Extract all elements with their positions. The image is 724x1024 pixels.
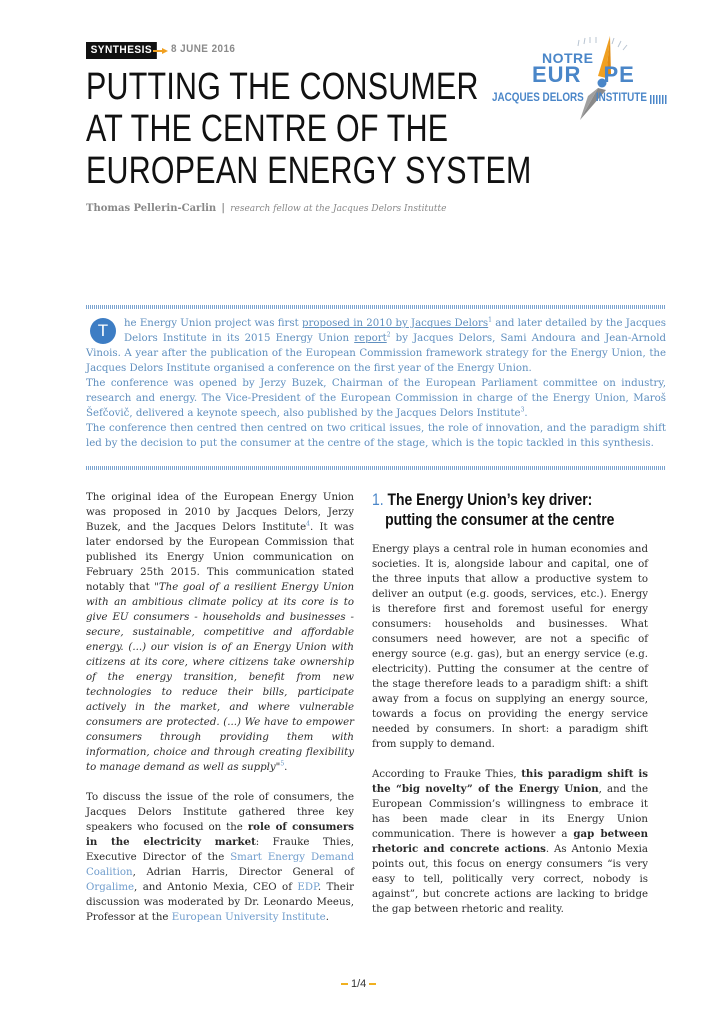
footnote-ref-4[interactable]: 4: [306, 520, 310, 528]
intro-text: The conference was opened by Jerzy Buzek, Chairman of the European Parliament committee on industry, research and energy. The Vice-President of the European Commission in charge of the Energy Union, Maroš Šefčovič, delivered a keynote speech, also published by the Jacques Delors Institute: [86, 378, 666, 419]
emphasis-text: gap between rhetoric and concrete actions: [372, 828, 648, 855]
logo-text-institute: [492, 92, 647, 104]
body-text: To discuss the issue of the role of consumers, the Jacques Delors Institute gathered three key speakers who focused on the: [86, 792, 354, 833]
divider-top: [86, 305, 666, 309]
footnote-ref-1[interactable]: 1: [488, 316, 492, 324]
intro-summary: [86, 316, 666, 451]
page-footer: [338, 978, 379, 990]
title-line-3: EUROPEAN ENERGY SYSTEM: [86, 150, 532, 192]
body-text: , and the European Commission’s willingness to embrace it has been made clear in its Energy Union communication. There is however a: [372, 784, 648, 840]
right-column: [372, 490, 648, 932]
intro-text: he Energy Union project was first: [124, 318, 302, 329]
footnote-ref-3[interactable]: 3: [520, 406, 525, 414]
section-title-line-1: The Energy Union’s key driver:: [387, 490, 593, 509]
intro-paragraph-1: [86, 316, 666, 376]
notre-europe-logo: [492, 34, 672, 124]
link-orgalime[interactable]: Orgalime: [86, 882, 135, 893]
author-name: Thomas Pellerin-Carlin: [86, 203, 217, 214]
body-text: .: [325, 912, 329, 923]
body-text: . It was later endorsed by the European Commission that published its Energy Union communication on February 25th 2015. This communication stated notably that: [86, 522, 354, 593]
author-role: research fellow at the Jacques Delors Institutte: [230, 204, 447, 214]
body-text: .: [284, 762, 288, 773]
logo-text-europe: [532, 62, 635, 88]
intro-text: and later detailed by the Jacques Delors Institute in its 2015 Energy Union: [124, 318, 666, 344]
body-text: : Frauke Thies, Executive Director of the: [86, 837, 354, 863]
commission-quote: "The goal of a resilient Energy Union with an ambitious climate policy at its core is to give EU consumers - households and businesses - secure, sustainable, competitive and affordable energy. (...) our vision is of an Energy Union with citizens at its core, where citizens take ownership of the energy transition, benefit from new technologies to reduce their bills, participate actively in the market, and where vulnerable consumers are protected. (...) We have to empower consumers through providing them with information, choice and through creating flexibility to manage demand as well as supply": [86, 582, 355, 773]
body-text: . Their discussion was moderated by Dr. Leonardo Meeus, Professor at the: [86, 882, 354, 923]
document-type-badge: SYNTHESIS: [86, 42, 157, 59]
byline-separator: |: [221, 203, 226, 214]
logo-text-pe: PE: [603, 62, 635, 87]
intro-text: by Jacques Delors, Sami Andoura and Jean-Arnold Vinois. A year after the publication of the European Commission framework strategy for the Energy Union, the Jacques Delors Institute organised a conference on the first year of the Energy Union.: [86, 333, 666, 374]
title-line-1: PUTTING THE CONSUMER: [86, 66, 479, 108]
title-line-2: AT THE CENTRE OF THE: [86, 108, 449, 150]
byline: [86, 203, 446, 214]
document-title: [86, 66, 532, 192]
intro-text: .: [524, 408, 528, 419]
section-number: 1.: [372, 490, 384, 509]
link-european-university-institute[interactable]: European University Institute: [171, 912, 326, 923]
logo-text-eur: EUR: [532, 62, 582, 87]
right-paragraph-2: [372, 767, 648, 917]
section-heading: [372, 490, 615, 530]
left-paragraph-2: [86, 790, 354, 925]
publication-date: 8 JUNE 2016: [171, 43, 236, 55]
body-text: , and Antonio Mexia, CEO of: [134, 882, 298, 893]
emphasis-text: this paradigm shift is the “big novelty” of the Energy Union: [372, 768, 649, 795]
logo-text-jacques-delors: JACQUES DELORS: [492, 92, 584, 104]
emphasis-text: role of consumers in the electricity market: [86, 821, 354, 848]
link-proposed-2010[interactable]: proposed in 2010 by Jacques Delors: [301, 318, 489, 329]
body-text: The original idea of the European Energy Union was proposed in 2010 by Jacques Delors, Jerzy Buzek, and the Jacques Delors Institute: [86, 492, 354, 533]
body-text: According to Frauke Thies,: [372, 769, 522, 780]
body-text: . As Antonio Mexia points out, this focus on energy consumers “is very easy to tell, politically very correct, nobody is against”, but concrete actions are lacking to bridge the gap between rhetoric and reality.: [372, 844, 648, 915]
link-smart-energy-demand-coalition[interactable]: Smart Energy Demand Coalition: [86, 852, 354, 878]
link-report[interactable]: report: [354, 333, 387, 344]
footer-dash-right: [369, 983, 376, 985]
footer-dash-left: [341, 983, 348, 985]
intro-paragraph-2: [86, 376, 666, 421]
dropcap: T: [90, 318, 116, 344]
body-text: , Adrian Harris, Director General of: [132, 867, 354, 878]
intro-paragraph-3: The conference then centred then centred on two critical issues, the role of innovation, and the paradigm shift led by the decision to put the consumer at the centre of the stage, which is the topic tackled in this synthesis.: [86, 423, 666, 449]
divider-bottom: [86, 466, 666, 470]
page-number: 1/4: [351, 978, 367, 990]
footnote-ref-2[interactable]: 2: [386, 331, 391, 339]
section-title-line-2: putting the consumer at the centre: [385, 510, 615, 529]
left-paragraph-1: [86, 490, 354, 775]
left-column: [86, 490, 354, 940]
footnote-ref-5[interactable]: 5: [280, 760, 285, 768]
link-edp[interactable]: EDP: [297, 882, 318, 893]
right-paragraph-1: Energy plays a central role in human economies and societies. It is, alongside labour and capital, one of the three inputs that allow a productive system to deliver an output (e.g. goods, services, etc.). Energy is therefore first and foremost useful for energy consumers: households and businesses. What consumers need however, are not a specific of energy source (e.g. gas), but an energy service (e.g. electricity). Putting the consumer at the centre of the stage therefore leads to a paradigm shift: a shift away from a focus on supplying an energy source, towards a focus on providing the energy service needed by consumers. In short: a paradigm shift from supply to demand.: [372, 544, 648, 750]
logo-text-notre: NOTRE: [542, 50, 594, 66]
logo-text-institute-word: INSTITUTE: [595, 92, 647, 104]
